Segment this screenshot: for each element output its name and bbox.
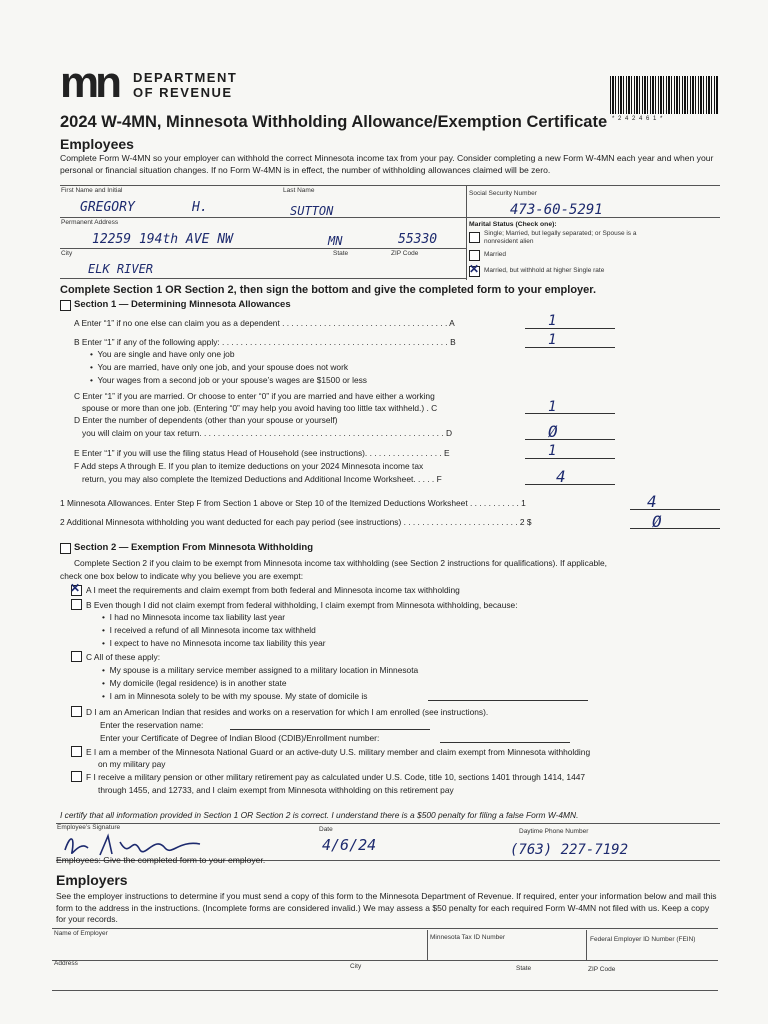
employer-state-label: State [516, 965, 532, 972]
marital-higher-single-label: Married, but withhold at higher Single rate [484, 267, 605, 274]
signature-label: Employee’s Signature [57, 824, 121, 831]
s2-c-bullet-1: • My spouse is a military service member assigned to a military location in Minnesota [102, 665, 419, 675]
s2-e-text-1: E I am a member of the Minnesota National Guard or an active-duty U.S. military member and claim exempt from Minnesota withholding [86, 747, 591, 757]
zip-value[interactable]: 55330 [398, 232, 438, 247]
line1-text: 1 Minnesota Allowances. Enter Step F from Section 1 above or Step 10 of the Itemized Deductions Worksheet . . . . . . . . . . . 1 [60, 498, 526, 508]
first-name-value[interactable]: GREGORY [80, 200, 135, 215]
line2-text: 2 Additional Minnesota withholding you want deducted for each pay period (see instructions) . . . . . . . . . . . . . . . . . . . . . . . . . 2 $ [60, 517, 532, 527]
form-title: 2024 W-4MN, Minnesota Withholding Allowance/Exemption Certificate [60, 113, 608, 131]
s1-line-e: E Enter “1” if you will use the filing status Head of Household (see instructions). . . . . . . . . . . . . . . . . E [74, 448, 450, 458]
employees-intro: Complete Form W-4MN so your employer can withhold the correct Minnesota income tax from your pay. Consider completing a new Form W-4MN each year and when your personal or financial situation changes. If no Form W-4MN is in effect, the number of withholding allowances claimed will be zero. [60, 153, 714, 175]
s2-c-bullet-2: • My domicile (legal residence) is in another state [102, 678, 287, 688]
address-value[interactable]: 12259 194th AVE NW [92, 232, 233, 247]
s1-line-b: B Enter “1” if any of the following apply: . . . . . . . . . . . . . . . . . . . . . . . . . . . . . . . . . . . . . . . . . . . . . . . . . B [74, 337, 456, 347]
s2-b-bullet-2: • I received a refund of all Minnesota income tax withheld [102, 625, 316, 635]
city-value[interactable]: ELK RIVER [88, 262, 154, 276]
s1-line-f1: F Add steps A through E. If you plan to itemize deductions on your 2024 Minnesota income tax [74, 461, 424, 471]
s2-c-bullet-3: • I am in Minnesota solely to be with my spouse. My state of domicile is [102, 691, 368, 701]
s2-f-text-2: through 1455, and 12733, and I claim exempt from Minnesota withholding on this retirement pay [98, 785, 454, 795]
s2-b-checkbox[interactable] [71, 599, 82, 610]
check-mark-icon: ✕ [469, 262, 480, 276]
marital-married-label: Married [484, 251, 507, 258]
marital-single-label: Single; Married, but legally separated; or Spouse is a nonresident alien [484, 230, 637, 245]
check-mark-icon: ✕ [70, 581, 81, 595]
s2-c-text: C All of these apply: [86, 652, 161, 662]
s1-line-c1: C Enter “1” if you are married. Or choose to enter “0” if you are married and have either a working [74, 391, 435, 401]
marital-single-checkbox[interactable] [469, 232, 480, 243]
s1-e-value[interactable]: 1 [548, 443, 557, 459]
s1-line-d2: you will claim on your tax return. . . . . . . . . . . . . . . . . . . . . . . . . . . . . . . . . . . . . . . . . . . . . . . . . . . . . D [82, 428, 452, 438]
s2-c-checkbox[interactable] [71, 651, 82, 662]
ssn-label: Social Security Number [469, 190, 537, 197]
line1-value[interactable]: 4 [647, 492, 657, 511]
s1-b-bullet-1: • You are single and have only one job [90, 349, 235, 359]
line2-value[interactable]: Ø [652, 512, 662, 531]
s2-d-reservation: Enter the reservation name: [100, 720, 204, 730]
address-label: Permanent Address [61, 219, 119, 226]
section2-checkbox[interactable] [60, 543, 71, 554]
s1-d-value[interactable]: Ø [548, 422, 558, 441]
last-name-value[interactable]: SUTTON [290, 204, 334, 218]
s2-d-checkbox[interactable] [71, 706, 82, 717]
s2-intro-2: check one box below to indicate why you believe you are exempt: [60, 571, 304, 581]
zip-label: ZIP Code [391, 250, 419, 257]
s2-e-checkbox[interactable] [71, 746, 82, 757]
barcode-number: * 2 4 2 4 6 1 * [612, 116, 664, 122]
s2-b-text: B Even though I did not claim exempt from federal withholding, I claim exempt from Minnesota withholding, because: [86, 600, 518, 610]
give-form-text: Employees: Give the completed form to your employer. [56, 855, 266, 865]
s1-line-c2: spouse or more than one job. (Entering “0” may help you avoid having too little tax withheld.) . C [82, 403, 438, 413]
certify-text: I certify that all information provided in Section 1 OR Section 2 is correct. I understand there is a $500 penalty for filing a false Form W-4MN. [60, 810, 579, 820]
s2-e-text-2: on my military pay [98, 759, 166, 769]
first-name-label: First Name and Initial [61, 187, 123, 194]
employers-heading: Employers [56, 872, 128, 888]
marital-married-checkbox[interactable] [469, 250, 480, 261]
instruction-bold: Complete Section 1 OR Section 2, then sign the bottom and give the completed form to your employer. [60, 284, 597, 296]
s1-b-bullet-3: • Your wages from a second job or your spouse’s wages are $1500 or less [90, 375, 367, 385]
date-label: Date [319, 826, 333, 833]
ssn-value[interactable]: 473-60-5291 [510, 202, 603, 218]
section1-title: Section 1 — Determining Minnesota Allowances [74, 299, 291, 310]
s1-b-bullet-2: • You are married, have only one job, and your spouse does not work [90, 362, 349, 372]
s1-line-f2: return, you may also complete the Itemized Deductions and Additional Income Worksheet. . . . . F [82, 474, 442, 484]
employer-city-label: City [350, 963, 362, 970]
employer-name-label: Name of Employer [54, 930, 108, 937]
s2-d-cdib: Enter your Certificate of Degree of Indian Blood (CDIB)/Enrollment number: [100, 733, 380, 743]
dept-logo [60, 58, 250, 107]
dept-line2: OF REVENUE [133, 85, 233, 100]
s2-intro-1: Complete Section 2 if you claim to be exempt from Minnesota income tax withholding (see Section 2 instructions for qualifications). If applicable, [74, 558, 608, 568]
fein-label: Federal Employer ID Number (FEIN) [590, 936, 696, 943]
s1-line-a: A Enter “1” if no one else can claim you as a dependent . . . . . . . . . . . . . . . . . . . . . . . . . . . . . . . . . . . . A [74, 318, 455, 328]
s2-f-text-1: F I receive a military pension or other military retirement pay as calculated under U.S. Code, title 10, sections 1401 through 1414, 1447 [86, 772, 586, 782]
last-name-label: Last Name [283, 187, 315, 194]
employer-address-label: Address [54, 960, 78, 967]
s2-b-bullet-3: • I expect to have no Minnesota income tax liability this year [102, 638, 326, 648]
phone-label: Daytime Phone Number [519, 828, 589, 835]
dept-line1: DEPARTMENT [133, 70, 238, 85]
city-label: City [61, 250, 73, 257]
employer-zip-label: ZIP Code [588, 966, 616, 973]
s1-line-d1: D Enter the number of dependents (other than your spouse or yourself) [74, 415, 338, 425]
initial-value[interactable]: H. [192, 200, 208, 215]
date-value[interactable]: 4/6/24 [322, 836, 377, 854]
barcode [610, 76, 718, 114]
mn-tax-id-label: Minnesota Tax ID Number [430, 934, 506, 941]
state-value[interactable]: MN [328, 234, 343, 248]
s1-f-value[interactable]: 4 [556, 467, 566, 486]
section2-title: Section 2 — Exemption From Minnesota Withholding [74, 542, 314, 553]
s1-c-value[interactable]: 1 [548, 399, 557, 415]
marital-label: Marital Status (Check one): [469, 221, 557, 228]
s2-d-text: D I am an American Indian that resides and works on a reservation for which I am enrolled (see instructions). [86, 707, 489, 717]
employers-text: See the employer instructions to determine if you must send a copy of this form to the Minnesota Department of Revenue. If required, enter your information below and mail this form to the address in the instructions. (Incomplete forms are considered invalid.) We may assess a $50 penalty for each required Form W-4MN not filed with us. Keep a copy for your records. [56, 891, 717, 924]
s2-a-text: A I meet the requirements and claim exempt from both federal and Minnesota income tax withholding [86, 585, 460, 595]
state-label: State [333, 250, 349, 257]
logo-mark: mn [60, 58, 118, 107]
employees-heading: Employees [60, 136, 134, 152]
s1-a-value[interactable]: 1 [548, 313, 557, 329]
phone-value[interactable]: (763) 227-7192 [510, 842, 629, 858]
section1-checkbox[interactable] [60, 300, 71, 311]
s2-f-checkbox[interactable] [71, 771, 82, 782]
s1-b-value[interactable]: 1 [548, 332, 557, 348]
s2-b-bullet-1: • I had no Minnesota income tax liability last year [102, 612, 286, 622]
